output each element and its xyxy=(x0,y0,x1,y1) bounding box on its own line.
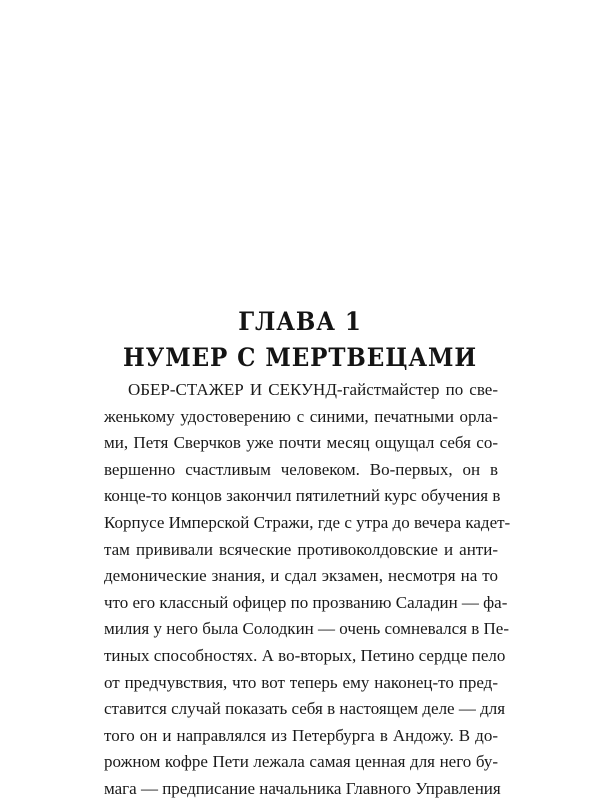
text-line: Корпусе Имперской Стражи, где с утра до вечера кадет- xyxy=(104,512,511,532)
chapter-number: ГЛАВА 1 xyxy=(238,307,362,336)
chapter-heading xyxy=(0,306,600,376)
text-line: что его классный офицер по прозванию Саладин — фа- xyxy=(104,592,508,612)
text-line: конце-то концов закончил пятилетний курс обучения в xyxy=(104,486,501,506)
body-paragraph xyxy=(104,377,511,803)
chapter-title: НУМЕР С МЕРТВЕЦАМИ xyxy=(122,343,478,372)
text-line: рожном кофре Пети лежала самая ценная для него бу- xyxy=(104,752,498,772)
text-line: того он и направлялся из Петербурга в Андожу. В до- xyxy=(104,725,498,745)
text-line: вершенно счастливым человеком. Во-первых, он в xyxy=(104,459,498,479)
text-line: ставится случай показать себя в настоящем деле — для xyxy=(104,699,506,719)
text-line: милия у него была Солодкин — очень сомневался в Пе- xyxy=(104,619,509,639)
text-line: мага — предписание начальника Главного Управления xyxy=(104,778,501,798)
text-line: от предчувствия, что вот теперь ему наконец-то пред- xyxy=(104,672,498,692)
text-line: тиных способностях. А во-вторых, Петино сердце пело xyxy=(104,645,506,665)
text-line: там прививали всяческие противоколдовские и анти- xyxy=(104,539,498,559)
text-line: ми, Петя Сверчков уже почти месяц ощущал себя со- xyxy=(104,433,498,453)
text-line: ОБЕР-СТАЖЕР И СЕКУНД-гайстмайстер по све- xyxy=(128,380,498,399)
text-line: женькому удостоверению с синими, печатными орла- xyxy=(104,406,498,426)
text-line: демонические знания, и сдал экзамен, несмотря на то xyxy=(104,566,498,586)
